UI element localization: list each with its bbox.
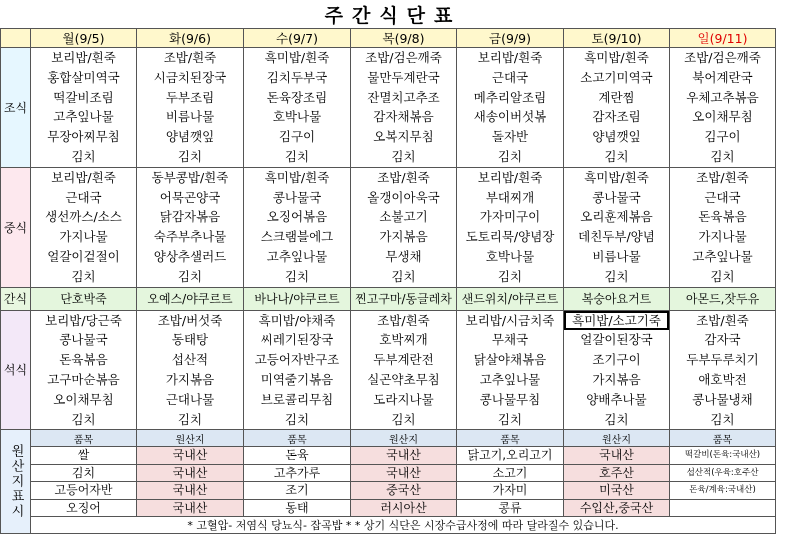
origin-header-cell: 품목: [457, 430, 564, 447]
dinner-label: 석식: [1, 310, 31, 430]
menu-item: 김치: [71, 148, 96, 164]
menu-item: 고추잎나물: [479, 371, 541, 387]
origin-country-cell[interactable]: 국내산: [137, 447, 244, 465]
menu-item: 보리밥/흰죽: [477, 169, 543, 185]
menu-item: 돈육장조림: [266, 89, 328, 105]
dinner-day-cell[interactable]: [137, 310, 244, 430]
menu-item: 새송이버섯볶: [473, 109, 547, 125]
menu-item: 동부콩밥/흰죽: [151, 169, 229, 185]
origin-country-cell[interactable]: 미국산: [564, 482, 670, 500]
menu-item: 김치: [391, 148, 416, 164]
menu-item: 보리밥/당근죽: [45, 312, 122, 328]
menu-item: 닭살야채볶음: [473, 352, 547, 368]
menu-item: 가지볶음: [592, 371, 641, 387]
breakfast-day-cell[interactable]: [244, 48, 351, 168]
origin-item-cell[interactable]: 가자미: [457, 482, 564, 500]
menu-item: 돌자반: [491, 129, 529, 145]
snack-cell[interactable]: 샌드위치/야쿠르트: [457, 287, 564, 310]
menu-item: 물만두계란국: [367, 69, 440, 85]
menu-item: 닭감자볶음: [159, 209, 221, 225]
origin-item-cell[interactable]: 섭산적(우육:호주산: [670, 464, 776, 482]
menu-item: 김치: [497, 268, 523, 284]
menu-item: 얼갈이된장국: [580, 332, 653, 348]
day-header[interactable]: 월(9/5): [31, 29, 137, 48]
menu-item: 조밥/검은깨죽: [684, 50, 761, 65]
origin-item-cell[interactable]: 돈육/계육:국내산): [670, 482, 776, 500]
footer-note: * 고혈압- 저염식 당뇨식- 잡곡밥 * * 상기 식단은 시장수급사정에 따라 달라질수 있습니다.: [31, 517, 776, 534]
dinner-day-cell[interactable]: [31, 310, 137, 430]
menu-item: 우체고추볶음: [686, 89, 759, 105]
snack-cell[interactable]: 단호박죽: [31, 287, 137, 310]
menu-item: 김치: [710, 268, 735, 284]
origin-item-cell[interactable]: 고등어자반: [31, 482, 137, 500]
menu-item: 씨레기된장국: [260, 332, 334, 348]
menu-item: 감자조림: [592, 109, 641, 125]
menu-item: 무채국: [491, 332, 529, 348]
menu-item: 돈육볶음: [59, 352, 108, 368]
snack-cell[interactable]: 바나나/야쿠르트: [244, 287, 351, 310]
origin-header-cell: 품목: [31, 430, 137, 447]
origin-country-cell[interactable]: 국내산: [351, 447, 457, 465]
origin-row: [1, 482, 776, 500]
menu-item: 가지나물: [59, 229, 108, 245]
origin-item-cell[interactable]: 콩류: [457, 499, 564, 517]
origin-item-cell[interactable]: 조기: [244, 482, 351, 500]
menu-item: 조밥/흰죽: [696, 312, 749, 328]
day-header[interactable]: 화(9/6): [137, 29, 244, 48]
menu-item: 김치: [604, 411, 629, 427]
dinner-day-cell[interactable]: [564, 310, 670, 430]
origin-item-cell[interactable]: 떡갈비(돈육:국내산): [670, 447, 776, 465]
menu-item: 김치: [391, 411, 416, 427]
menu-item: 김치: [604, 148, 629, 164]
origin-country-cell[interactable]: 국내산: [137, 464, 244, 482]
menu-item: 애호박전: [698, 371, 747, 387]
menu-item: 생선까스/소스: [45, 209, 122, 225]
menu-item: 콩나물냉채: [692, 391, 753, 407]
corner-cell: [1, 29, 31, 48]
menu-item: 김치: [177, 268, 203, 284]
origin-country-cell[interactable]: 호주산: [564, 464, 670, 482]
menu-item: 김치: [497, 148, 523, 164]
origin-label: [1, 430, 31, 534]
origin-country-cell[interactable]: 러시아산: [351, 499, 457, 517]
menu-item: 김치: [71, 268, 96, 284]
menu-item: 브로콜리무침: [260, 391, 334, 407]
menu-item: 김치: [177, 148, 203, 164]
menu-item: 가자미구이: [479, 209, 541, 225]
snack-cell[interactable]: 복숭아요거트: [564, 287, 670, 310]
origin-item-cell[interactable]: 고추가루: [244, 464, 351, 482]
lunch-day-cell[interactable]: [670, 167, 776, 287]
dinner-row: [1, 310, 776, 430]
origin-country-cell[interactable]: 국내산: [137, 482, 244, 500]
menu-item: 김치: [284, 411, 310, 427]
menu-item: 고등어자반구조: [254, 352, 340, 368]
menu-item: 조밥/흰죽: [696, 169, 749, 185]
menu-item: 조밥/흰죽: [163, 50, 217, 65]
snack-cell[interactable]: 찐고구마/동글레차: [351, 287, 457, 310]
origin-header-cell: 원산지: [351, 430, 457, 447]
origin-item-cell[interactable]: 소고기: [457, 464, 564, 482]
menu-item: 홍합살미역국: [47, 69, 120, 85]
day-header-row: [1, 29, 776, 48]
menu-item: 김치두부국: [266, 69, 328, 85]
menu-item: 시금치된장국: [153, 69, 227, 85]
day-header[interactable]: 목(9/8): [351, 29, 457, 48]
page-title: 주간식단표: [324, 4, 462, 27]
breakfast-day-cell[interactable]: [31, 48, 137, 168]
menu-item: 오리훈제볶음: [580, 209, 653, 225]
origin-item-cell[interactable]: 돈육: [244, 447, 351, 465]
dinner-day-cell[interactable]: [670, 310, 776, 430]
menu-item: 흑미밥/흰죽: [264, 169, 330, 185]
menu-item: 호박나물: [485, 248, 535, 264]
menu-item: 미역줄기볶음: [260, 371, 334, 387]
menu-item: 조기구이: [592, 352, 641, 368]
menu-item: 김구이: [704, 129, 741, 145]
menu-item: 근대나물: [165, 391, 215, 407]
menu-item: 김치: [604, 268, 629, 284]
menu-item: 근대국: [65, 189, 102, 205]
menu-item: 흑미밥/소고기죽: [564, 311, 669, 331]
menu-item: 김치: [71, 411, 96, 427]
menu-item: 감자채볶음: [373, 109, 434, 125]
menu-item: 보리밥/흰죽: [477, 50, 543, 65]
breakfast-day-cell[interactable]: [351, 48, 457, 168]
origin-item-cell[interactable]: 김치: [31, 464, 137, 482]
origin-header-cell: 품목: [244, 430, 351, 447]
menu-item: 북어계란국: [692, 69, 753, 85]
origin-header-cell: 원산지: [137, 430, 244, 447]
origin-item-cell[interactable]: 오징어: [31, 499, 137, 517]
menu-item: 흑미밥/야채죽: [258, 312, 336, 328]
origin-country-cell[interactable]: 수입산,중국산: [564, 499, 670, 517]
menu-item: 조밥/흰죽: [377, 312, 430, 328]
lunch-day-cell[interactable]: [351, 167, 457, 287]
day-header[interactable]: 금(9/9): [457, 29, 564, 48]
menu-item: 김치: [284, 148, 310, 164]
breakfast-day-cell[interactable]: [564, 48, 670, 168]
origin-country-cell[interactable]: 중국산: [351, 482, 457, 500]
menu-item: 김치: [391, 268, 416, 284]
origin-item-cell[interactable]: 동태: [244, 499, 351, 517]
menu-item: 고추잎나물: [53, 109, 114, 125]
dinner-day-cell[interactable]: [351, 310, 457, 430]
origin-country-cell[interactable]: 국내산: [137, 499, 244, 517]
menu-item: 잔멸치고추조: [367, 89, 440, 105]
lunch-row: [1, 167, 776, 287]
lunch-day-cell[interactable]: [564, 167, 670, 287]
menu-item: 김구이: [278, 129, 316, 145]
day-header[interactable]: 토(9/10): [564, 29, 670, 48]
menu-item: 비름나물: [165, 109, 215, 125]
menu-item: 고추잎나물: [266, 248, 328, 264]
menu-item: 소고기미역국: [580, 69, 653, 85]
origin-country-cell[interactable]: 국내산: [564, 447, 670, 465]
menu-item: 부대찌개: [485, 189, 535, 205]
snack-row: [1, 287, 776, 310]
menu-item: 흑미밥/흰죽: [264, 50, 330, 65]
menu-item: 흑미밥/흰죽: [584, 169, 649, 185]
origin-row: [1, 447, 776, 465]
breakfast-label: 조식: [1, 48, 31, 168]
menu-item: 콩나물국: [592, 189, 641, 205]
menu-item: 올갱이아욱국: [367, 189, 440, 205]
breakfast-day-cell[interactable]: [137, 48, 244, 168]
menu-item: 계란찜: [598, 89, 635, 105]
menu-item: 무장아찌무침: [47, 129, 120, 145]
menu-item: 오징어볶음: [266, 209, 328, 225]
origin-row: [1, 464, 776, 482]
menu-item: 숙주부추나물: [153, 229, 227, 245]
menu-item: 김치: [284, 268, 310, 284]
origin-label-text: 원산지표시: [8, 444, 24, 520]
menu-item: 콩나물무침: [479, 391, 541, 407]
origin-header-cell: 품목: [670, 430, 776, 447]
menu-item: 양배추나물: [586, 391, 647, 407]
menu-item: 김치: [497, 411, 523, 427]
origin-item-cell[interactable]: 닭고기,오리고기: [457, 447, 564, 465]
menu-item: 김치: [710, 148, 735, 164]
menu-item: 섭산적: [171, 352, 209, 368]
menu-item: 양상추샐러드: [153, 248, 227, 264]
dinner-day-cell[interactable]: [244, 310, 351, 430]
snack-cell[interactable]: 아몬드,잣두유: [670, 287, 776, 310]
menu-item: 가지나물: [698, 229, 747, 245]
menu-item: 근대국: [491, 69, 529, 85]
origin-item-cell[interactable]: 쌀: [31, 447, 137, 465]
menu-item: 두부조림: [165, 89, 215, 105]
lunch-day-cell[interactable]: [244, 167, 351, 287]
day-header[interactable]: 수(9/7): [244, 29, 351, 48]
menu-item: 어묵곤양국: [159, 189, 221, 205]
menu-item: 떡갈비조림: [53, 89, 114, 105]
day-header[interactable]: 일(9/11): [670, 29, 776, 48]
origin-header-row: [1, 430, 776, 447]
snack-label: 간식: [1, 287, 31, 310]
breakfast-day-cell[interactable]: [457, 48, 564, 168]
menu-item: 고구마순볶음: [47, 371, 120, 387]
menu-item: 두부두루치기: [686, 352, 759, 368]
menu-item: 데친두부/양념: [578, 229, 655, 245]
menu-item: 메추리알조림: [473, 89, 547, 105]
menu-item: 동태탕: [171, 332, 209, 348]
breakfast-row: [1, 48, 776, 168]
menu-table: [0, 28, 776, 534]
menu-item: 실곤약초무침: [367, 371, 440, 387]
menu-item: 조밥/버섯죽: [157, 312, 223, 328]
menu-item: 콩나물국: [272, 189, 322, 205]
menu-item: 근대국: [704, 189, 741, 205]
menu-item: 조밥/검은깨죽: [365, 50, 442, 65]
menu-item: 양념깻잎: [592, 129, 641, 145]
menu-item: 호박나물: [272, 109, 322, 125]
menu-item: 가지볶음: [379, 229, 428, 245]
menu-item: 무생채: [385, 248, 422, 264]
menu-item: 양념깻잎: [165, 129, 215, 145]
menu-item: 호박찌개: [379, 332, 428, 348]
menu-item: 감자국: [704, 332, 741, 348]
menu-item: 김치: [710, 411, 735, 427]
menu-item: 도토리묵/양념장: [465, 229, 555, 245]
menu-item: 보리밥/흰죽: [51, 169, 116, 185]
origin-header-cell: 원산지: [564, 430, 670, 447]
origin-row: [1, 499, 776, 517]
menu-item: 돈육볶음: [698, 209, 747, 225]
menu-item: 고추잎나물: [692, 248, 753, 264]
lunch-day-cell[interactable]: [31, 167, 137, 287]
lunch-label: 중식: [1, 167, 31, 287]
origin-item-cell[interactable]: [670, 499, 776, 517]
menu-item: 비름나물: [592, 248, 641, 264]
menu-item: 보리밥/시금치죽: [465, 312, 555, 328]
menu-item: 오복지무침: [373, 129, 434, 145]
menu-item: 두부계란전: [373, 352, 434, 368]
dinner-day-cell[interactable]: [457, 310, 564, 430]
menu-item: 도라지나물: [373, 391, 434, 407]
footer-row: [1, 517, 776, 534]
menu-item: 콩나물국: [59, 332, 108, 348]
menu-item: 김치: [177, 411, 203, 427]
menu-item: 가지볶음: [165, 371, 215, 387]
menu-item: 얼갈이겉절이: [47, 248, 120, 264]
menu-item: 스크램블에그: [260, 229, 334, 245]
origin-country-cell[interactable]: 국내산: [351, 464, 457, 482]
snack-cell[interactable]: 오예스/야쿠르트: [137, 287, 244, 310]
menu-item: 오이채무침: [692, 109, 753, 125]
menu-item: 흑미밥/흰죽: [584, 50, 649, 65]
menu-item: 보리밥/흰죽: [51, 50, 116, 65]
breakfast-day-cell[interactable]: [670, 48, 776, 168]
menu-item: 오이채무침: [53, 391, 114, 407]
lunch-day-cell[interactable]: [137, 167, 244, 287]
menu-item: 조밥/흰죽: [377, 169, 430, 185]
lunch-day-cell[interactable]: [457, 167, 564, 287]
menu-item: 소불고기: [379, 209, 428, 225]
